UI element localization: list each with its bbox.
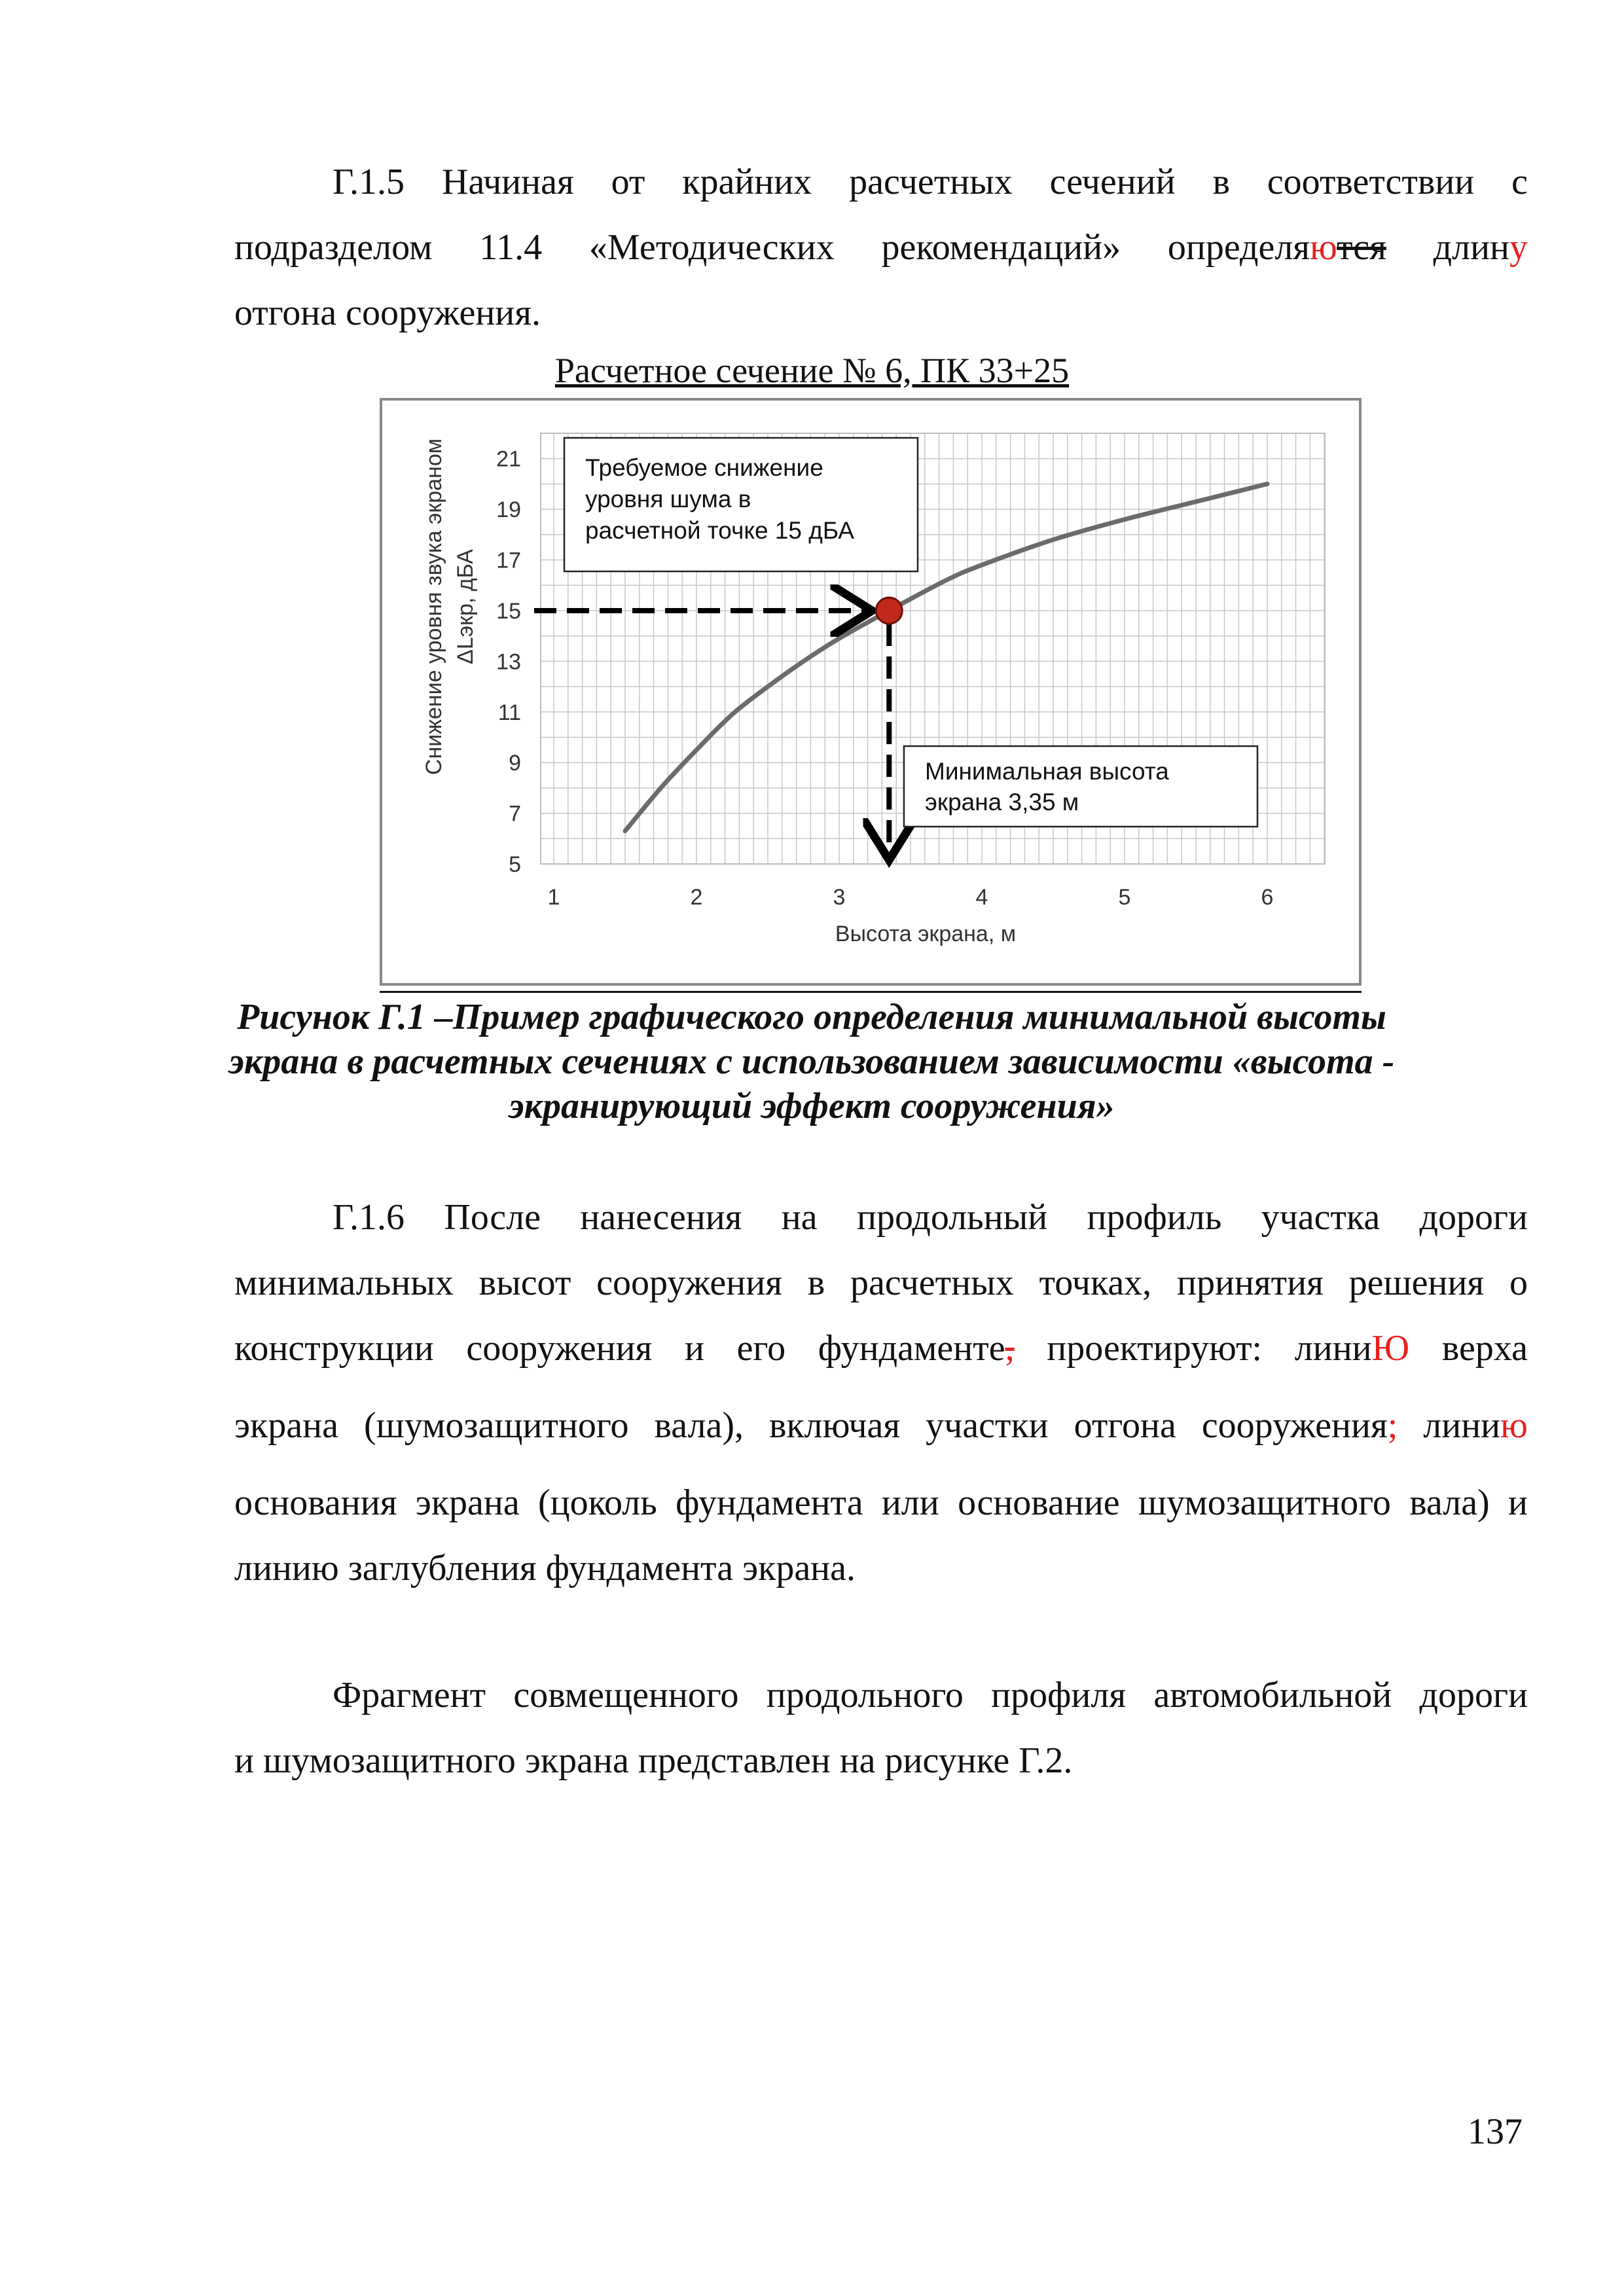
struck-text: , <box>1005 1328 1015 1369</box>
y-axis-label: Снижение уровня звука экраном <box>422 438 446 776</box>
y-tick-label: 19 <box>496 497 521 523</box>
x-tick-label: 1 <box>547 885 560 910</box>
caption-line: Рисунок Г.1 –Пример графического определения минимальной высоты <box>237 997 1386 1037</box>
y-tick-label: 9 <box>509 751 521 776</box>
paragraph-line: подразделом 11.4 «Методических рекомендаций» определяются длину <box>234 227 1528 268</box>
paragraph-line: и шумозащитного экрана представлен на рисунке Г.2. <box>234 1740 1073 1781</box>
y-axis-label-symbol: ΔLэкр, дБА <box>453 549 478 664</box>
red-correction: ; <box>1387 1405 1398 1446</box>
x-tick-label: 4 <box>975 885 988 910</box>
x-tick-label: 5 <box>1118 885 1131 910</box>
annotation-line: экрана 3,35 м <box>925 789 1079 816</box>
paragraph-line: отгона сооружения. <box>234 293 541 333</box>
paragraph-line: Г.1.5 Начиная от крайних расчетных сечений в соответствии с <box>333 162 1528 202</box>
figure-caption <box>196 995 1427 1128</box>
caption-line: экранирующий эффект сооружения» <box>509 1086 1115 1126</box>
paragraph-line: основания экрана (цоколь фундамента или основание шумозащитного вала) и <box>234 1482 1528 1523</box>
y-tick-label: 11 <box>497 700 521 725</box>
x-tick-label: 3 <box>833 885 846 910</box>
annotation-line: Требуемое снижение <box>585 454 823 481</box>
red-correction: ю <box>1500 1405 1528 1446</box>
y-tick-label: 21 <box>496 446 521 472</box>
caption-line: экрана в расчетных сечениях с использованием зависимости «высота - <box>228 1041 1395 1082</box>
paragraph-line: Фрагмент совмещенного продольного профиля автомобильной дороги <box>333 1675 1528 1715</box>
paragraph-line: Г.1.6 После нанесения на продольный профиль участка дороги <box>333 1197 1528 1238</box>
y-tick-label: 5 <box>509 852 521 877</box>
paragraph-line: линию заглубления фундамента экрана. <box>234 1548 856 1588</box>
annotation-line: уровня шума в <box>585 486 751 512</box>
annotation-line: Минимальная высота <box>925 758 1169 785</box>
y-tick-label: 15 <box>496 598 521 624</box>
red-correction: ю <box>1310 227 1337 268</box>
chart <box>382 401 1359 983</box>
paragraph-g-1-6 <box>234 1185 1528 1601</box>
paragraph-line: экрана (шумозащитного вала), включая участки отгона сооружения; линию <box>234 1405 1528 1446</box>
x-axis-label: Высота экрана, м <box>835 922 1017 946</box>
figure-rule <box>380 991 1362 993</box>
x-tick-label: 2 <box>690 885 703 910</box>
paragraph-line: минимальных высот сооружения в расчетных точках, принятия решения о <box>234 1263 1528 1303</box>
y-tick-label: 13 <box>496 649 521 675</box>
paragraph-fragment <box>234 1662 1528 1793</box>
solution-point-marker <box>876 598 902 624</box>
red-correction: у <box>1509 227 1528 268</box>
struck-text: тся <box>1337 227 1386 268</box>
paragraph-g-1-5 <box>234 149 1528 346</box>
annotation-min-height <box>904 746 1257 827</box>
annotation-required-reduction <box>564 438 918 571</box>
chart-frame <box>380 398 1362 986</box>
y-tick-label: 7 <box>509 801 521 827</box>
y-tick-label: 17 <box>496 548 521 573</box>
page-number: 137 <box>1468 2111 1523 2152</box>
chart-title: Расчетное сечение № 6, ПК 33+25 <box>554 351 1070 390</box>
x-tick-label: 6 <box>1261 885 1274 910</box>
red-correction: Ю <box>1371 1328 1410 1369</box>
annotation-line: расчетной точке 15 дБА <box>585 517 854 544</box>
paragraph-line: конструкции сооружения и его фундаменте, проектируют: линиЮ верха <box>234 1328 1528 1369</box>
